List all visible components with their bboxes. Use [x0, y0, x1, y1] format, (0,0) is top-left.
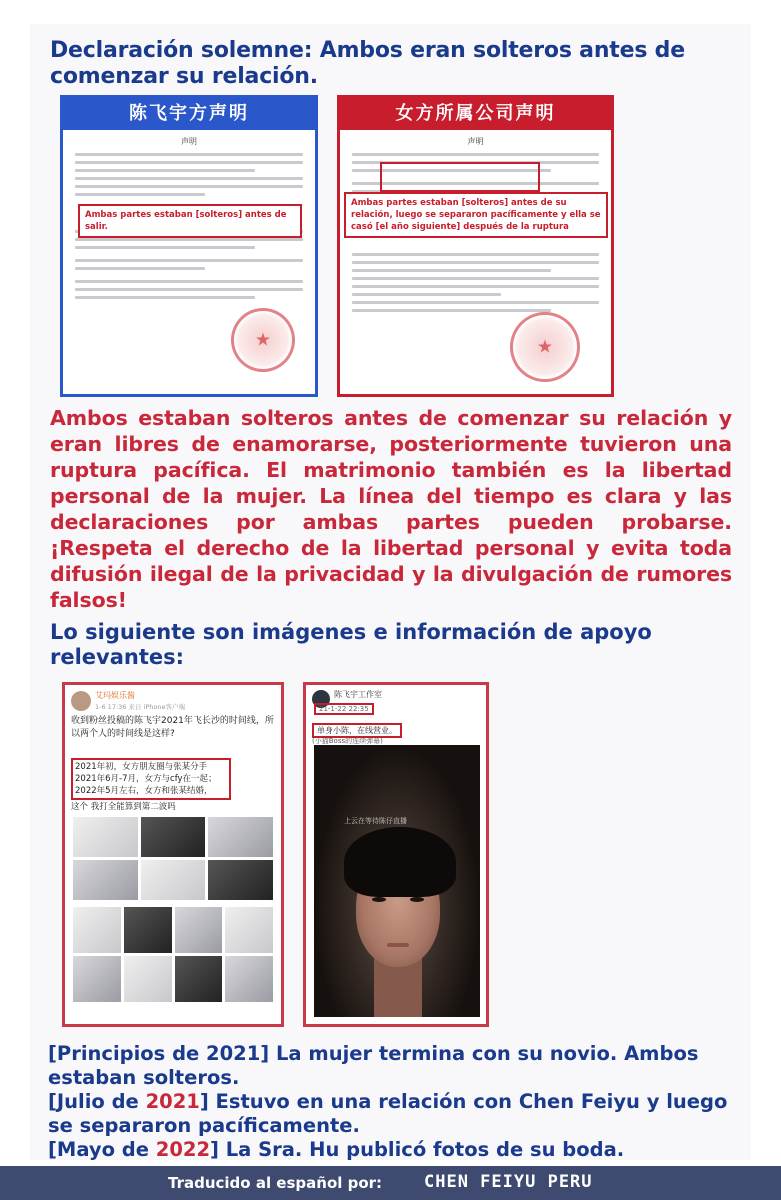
post-status: 单身小陈，在线营业。 — [312, 723, 402, 738]
support-heading: Lo siguiente son imágenes e información de apoyo relevantes: — [50, 620, 652, 669]
timeline — [48, 1042, 748, 1162]
document-subtitle: 声明 — [181, 137, 197, 146]
post-intro: 收到粉丝投稿的陈飞宇2021年飞长沙的时间线，所以两个人的时间线是这样? — [71, 716, 274, 739]
document-header: 陈飞宇方声明 — [63, 98, 315, 130]
official-seal-icon — [231, 308, 295, 372]
callout-left: Ambas partes estaban [solteros] antes de salir. — [78, 204, 302, 238]
official-seal-icon — [510, 312, 580, 382]
poster-name: 陈飞宇工作室 — [334, 690, 382, 699]
weibo-screenshot-single-status — [303, 682, 489, 1027]
weibo-screenshot-timeline — [62, 682, 284, 1027]
post-image-grid-lower — [73, 907, 273, 1002]
selfie-photo — [314, 745, 480, 1017]
avatar — [71, 691, 91, 711]
document-company-statement — [337, 95, 614, 397]
photo-caption: 上云在等待陈仔直播 — [344, 817, 407, 825]
post-highlight: 2021年初，女方朋友圈与张某分手 2021年6月-7月，女方与cfy在一起； 2022年5月左右，女方和张某结婚， — [71, 758, 231, 800]
post-meta: 1-6 17:36 来自 iPhone客户端 — [95, 703, 185, 711]
statement-paragraph: Ambos estaban solteros antes de comenzar su relación y eran libres de enamorarse, posteriormente tuvieron una ruptura pacífica. El matrimonio también es la libertad personal de la mujer. La línea del tiempo es clara y las declaraciones por ambas partes pueden probarse. ¡Respeta el derecho de la libertad personal y evita toda difusión ilegal de la privacidad y la divulgación de rumores falsos! — [50, 406, 732, 612]
timeline-item: [Mayo de 2022] La Sra. Hu publicó fotos de su boda. — [48, 1138, 625, 1161]
callout-right: Ambas partes estaban [solteros] antes de su relación, luego se separaron pacíficamente y ella se casó [el año siguiente] después de la ruptura — [344, 192, 608, 238]
post-date: 21-1-22 22:35 — [314, 703, 374, 715]
timeline-item: [Julio de 2021] Estuvo en una relación con Chen Feiyu y luego se separaron pacíficamente. — [48, 1090, 728, 1137]
translator-brand: CHEN FEIYU PERU — [424, 1172, 593, 1192]
timeline-item: [Principios de 2021] La mujer termina con su novio. Ambos estaban solteros. — [48, 1042, 699, 1089]
document-subtitle: 声明 — [467, 137, 484, 146]
page-title: Declaración solemne: Ambos eran solteros antes de comenzar su relación. — [50, 38, 685, 89]
footer-bar — [0, 1166, 781, 1200]
document-chen-feiyu-statement — [60, 95, 318, 397]
highlight-box — [380, 162, 540, 192]
document-header: 女方所属公司声明 — [340, 98, 611, 130]
translator-credit-label: Traducido al español por: — [168, 1174, 383, 1192]
post-image-grid — [73, 817, 273, 900]
post-tail: 这个 我打全能算到第二波吗 — [71, 802, 176, 812]
post-sub: (小猫Boss的连续弹幕) — [312, 737, 383, 745]
poster-name: 艾玛娱乐酱 — [95, 691, 135, 700]
